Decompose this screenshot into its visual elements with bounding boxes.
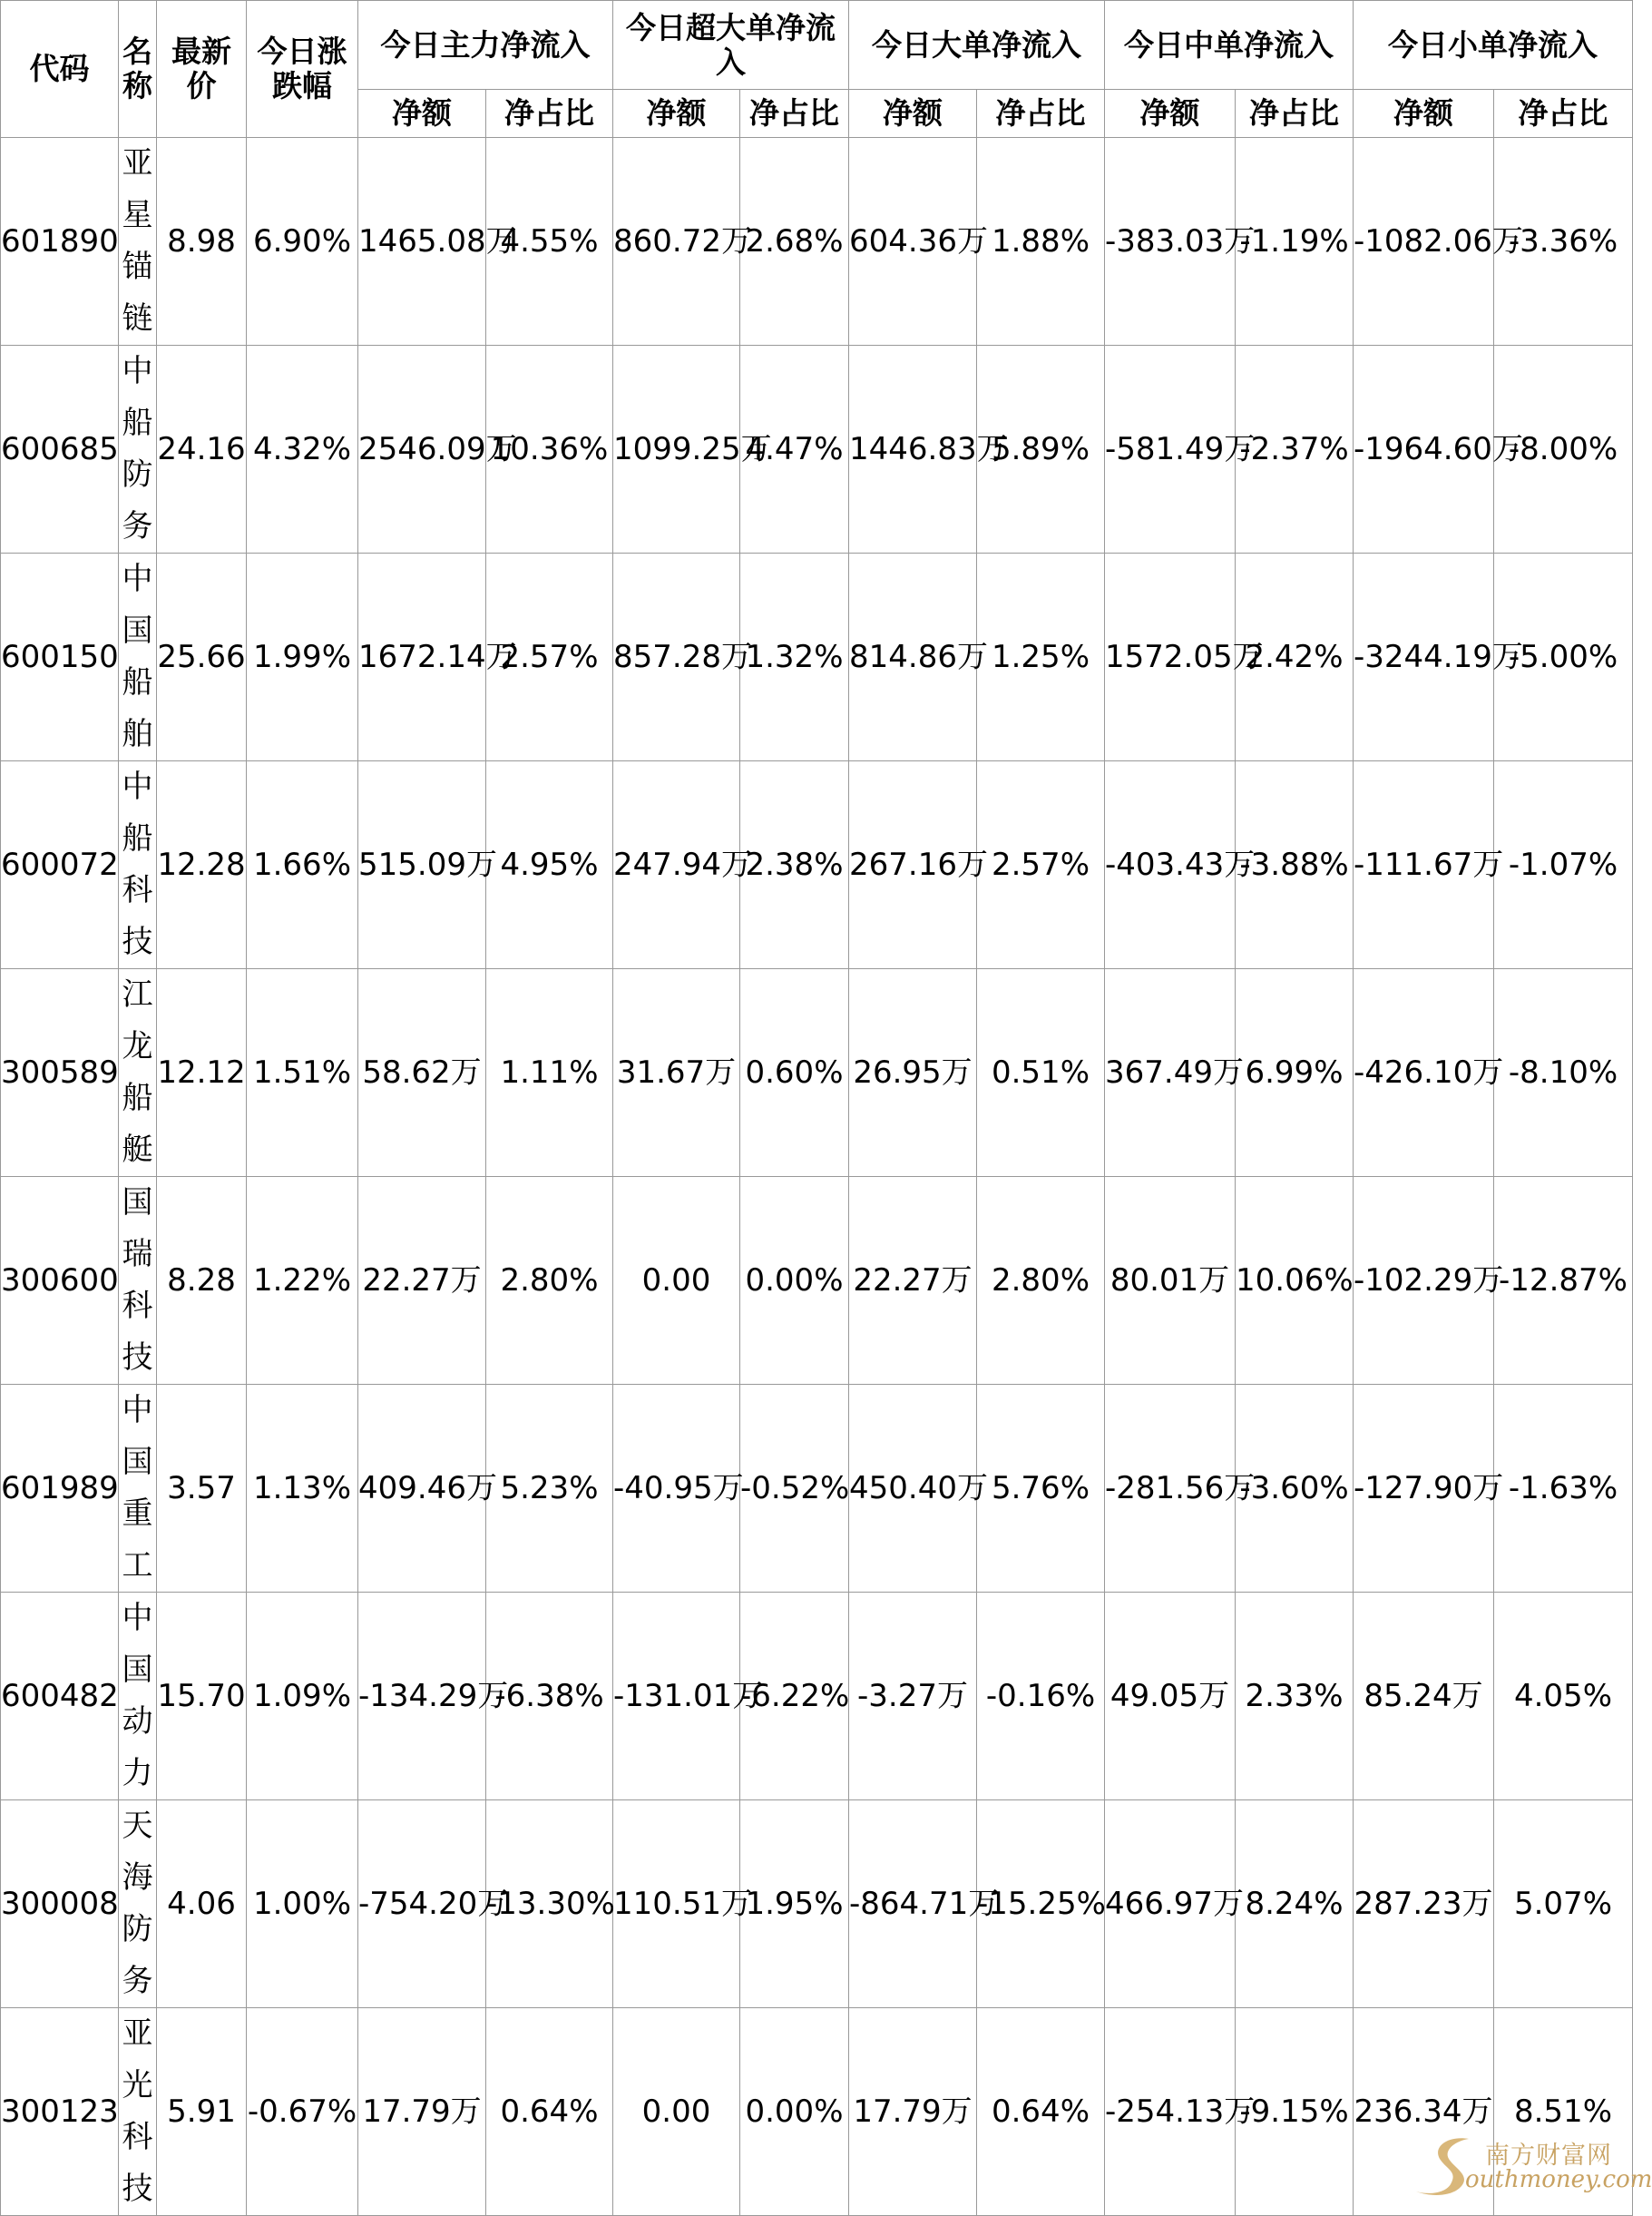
cell-large-ratio: 1.25% xyxy=(977,554,1105,761)
table-row xyxy=(1,1593,1633,1800)
cell-price: 5.91 xyxy=(157,2008,247,2216)
cell-code: 600150 xyxy=(1,554,119,761)
cell-medium-amount: 1572.05万 xyxy=(1105,554,1236,761)
cell-large-amount: -864.71万 xyxy=(849,1800,977,2008)
cell-small-amount: 287.23万 xyxy=(1354,1800,1494,2008)
subheader-net-ratio: 净占比 xyxy=(1236,90,1354,138)
cell-main-amount: 409.46万 xyxy=(358,1385,486,1593)
cell-main-amount: 58.62万 xyxy=(358,969,486,1177)
cell-medium-amount: -383.03万 xyxy=(1105,138,1236,346)
cell-change: 1.09% xyxy=(247,1593,358,1800)
cell-main-ratio: -13.30% xyxy=(486,1800,613,2008)
cell-name: 江龙船艇 xyxy=(119,969,157,1177)
cell-price: 12.28 xyxy=(157,761,247,969)
cell-large-amount: 450.40万 xyxy=(849,1385,977,1593)
cell-price: 15.70 xyxy=(157,1593,247,1800)
cell-change: -0.67% xyxy=(247,2008,358,2216)
cell-super-amount: 0.00 xyxy=(613,1177,740,1385)
cell-small-ratio: -5.00% xyxy=(1494,554,1633,761)
table-row xyxy=(1,346,1633,554)
cell-large-ratio: 2.80% xyxy=(977,1177,1105,1385)
cell-small-ratio: 5.07% xyxy=(1494,1800,1633,2008)
subheader-net-amount: 净额 xyxy=(849,90,977,138)
watermark xyxy=(1413,2133,1652,2199)
cell-large-amount: 22.27万 xyxy=(849,1177,977,1385)
header-code: 代码 xyxy=(1,1,119,138)
cell-large-amount: 17.79万 xyxy=(849,2008,977,2216)
cell-small-amount: -3244.19万 xyxy=(1354,554,1494,761)
cell-main-ratio: 2.80% xyxy=(486,1177,613,1385)
cell-price: 3.57 xyxy=(157,1385,247,1593)
cell-code: 600685 xyxy=(1,346,119,554)
subheader-net-ratio: 净占比 xyxy=(486,90,613,138)
cell-main-amount: 17.79万 xyxy=(358,2008,486,2216)
cell-super-ratio: -0.52% xyxy=(740,1385,849,1593)
cell-medium-amount: -281.56万 xyxy=(1105,1385,1236,1593)
cell-price: 4.06 xyxy=(157,1800,247,2008)
cell-medium-ratio: 2.33% xyxy=(1236,1593,1354,1800)
cell-small-amount: -102.29万 xyxy=(1354,1177,1494,1385)
header-change: 今日涨跌幅 xyxy=(247,1,358,138)
cell-price: 8.98 xyxy=(157,138,247,346)
cell-super-amount: -131.01万 xyxy=(613,1593,740,1800)
cell-super-amount: 1099.25万 xyxy=(613,346,740,554)
cell-super-ratio: 0.00% xyxy=(740,1177,849,1385)
cell-name: 亚光科技 xyxy=(119,2008,157,2216)
cell-name: 中船科技 xyxy=(119,761,157,969)
cell-medium-amount: -254.13万 xyxy=(1105,2008,1236,2216)
cell-change: 1.13% xyxy=(247,1385,358,1593)
subheader-net-ratio: 净占比 xyxy=(977,90,1105,138)
cell-large-ratio: 0.64% xyxy=(977,2008,1105,2216)
header-medium-inflow: 今日中单净流入 xyxy=(1105,1,1354,90)
cell-medium-ratio: 8.24% xyxy=(1236,1800,1354,2008)
cell-small-ratio: -1.63% xyxy=(1494,1385,1633,1593)
cell-super-ratio: 2.68% xyxy=(740,138,849,346)
cell-small-ratio: -3.36% xyxy=(1494,138,1633,346)
cell-super-ratio: 0.00% xyxy=(740,2008,849,2216)
cell-medium-ratio: 2.42% xyxy=(1236,554,1354,761)
cell-super-amount: 31.67万 xyxy=(613,969,740,1177)
cell-large-ratio: 5.89% xyxy=(977,346,1105,554)
subheader-net-amount: 净额 xyxy=(1105,90,1236,138)
cell-small-ratio: -1.07% xyxy=(1494,761,1633,969)
cell-small-amount: -426.10万 xyxy=(1354,969,1494,1177)
cell-medium-amount: 80.01万 xyxy=(1105,1177,1236,1385)
cell-change: 1.66% xyxy=(247,761,358,969)
watermark-cn: 南方财富网 xyxy=(1485,2142,1612,2170)
cell-large-amount: 604.36万 xyxy=(849,138,977,346)
cell-super-ratio: 2.38% xyxy=(740,761,849,969)
cell-large-amount: 26.95万 xyxy=(849,969,977,1177)
header-large-inflow: 今日大单净流入 xyxy=(849,1,1105,90)
cell-large-amount: 1446.83万 xyxy=(849,346,977,554)
cell-main-ratio: 0.64% xyxy=(486,2008,613,2216)
cell-medium-ratio: -3.88% xyxy=(1236,761,1354,969)
cell-small-ratio: -8.00% xyxy=(1494,346,1633,554)
header-super-inflow: 今日超大单净流入 xyxy=(613,1,849,90)
cell-main-amount: -134.29万 xyxy=(358,1593,486,1800)
cell-small-ratio: 4.05% xyxy=(1494,1593,1633,1800)
cell-super-amount: 860.72万 xyxy=(613,138,740,346)
header-small-inflow: 今日小单净流入 xyxy=(1354,1,1633,90)
cell-medium-amount: -581.49万 xyxy=(1105,346,1236,554)
cell-price: 24.16 xyxy=(157,346,247,554)
cell-main-ratio: -6.38% xyxy=(486,1593,613,1800)
cell-large-ratio: 1.88% xyxy=(977,138,1105,346)
cell-name: 中国船舶 xyxy=(119,554,157,761)
cell-name: 亚星锚链 xyxy=(119,138,157,346)
watermark-en: outhmoney.com xyxy=(1465,2166,1652,2193)
cell-super-ratio: 1.95% xyxy=(740,1800,849,2008)
cell-main-ratio: 10.36% xyxy=(486,346,613,554)
cell-name: 中船防务 xyxy=(119,346,157,554)
cell-main-ratio: 4.55% xyxy=(486,138,613,346)
cell-large-ratio: -15.25% xyxy=(977,1800,1105,2008)
table-row xyxy=(1,554,1633,761)
cell-large-ratio: 0.51% xyxy=(977,969,1105,1177)
cell-change: 1.99% xyxy=(247,554,358,761)
cell-main-amount: -754.20万 xyxy=(358,1800,486,2008)
cell-main-ratio: 4.95% xyxy=(486,761,613,969)
cell-name: 中国动力 xyxy=(119,1593,157,1800)
cell-code: 300008 xyxy=(1,1800,119,2008)
cell-medium-amount: 49.05万 xyxy=(1105,1593,1236,1800)
cell-super-amount: -40.95万 xyxy=(613,1385,740,1593)
cell-price: 25.66 xyxy=(157,554,247,761)
cell-small-amount: -127.90万 xyxy=(1354,1385,1494,1593)
cell-price: 8.28 xyxy=(157,1177,247,1385)
cell-large-ratio: -0.16% xyxy=(977,1593,1105,1800)
cell-main-amount: 1465.08万 xyxy=(358,138,486,346)
header-price: 最新价 xyxy=(157,1,247,138)
cell-small-ratio: 8.51% xyxy=(1494,2008,1633,2216)
cell-medium-ratio: -9.15% xyxy=(1236,2008,1354,2216)
table-row xyxy=(1,2008,1633,2216)
table-row xyxy=(1,969,1633,1177)
cell-price: 12.12 xyxy=(157,969,247,1177)
cell-super-amount: 247.94万 xyxy=(613,761,740,969)
cell-code: 601989 xyxy=(1,1385,119,1593)
cell-code: 300600 xyxy=(1,1177,119,1385)
cell-large-ratio: 5.76% xyxy=(977,1385,1105,1593)
cell-large-amount: 267.16万 xyxy=(849,761,977,969)
cell-medium-ratio: 6.99% xyxy=(1236,969,1354,1177)
cell-super-ratio: 0.60% xyxy=(740,969,849,1177)
cell-main-ratio: 1.11% xyxy=(486,969,613,1177)
cell-change: 6.90% xyxy=(247,138,358,346)
cell-code: 300589 xyxy=(1,969,119,1177)
cell-medium-amount: -403.43万 xyxy=(1105,761,1236,969)
cell-super-ratio: -6.22% xyxy=(740,1593,849,1800)
header-row-1 xyxy=(1,1,1633,90)
cell-code: 300123 xyxy=(1,2008,119,2216)
cell-super-ratio: 4.47% xyxy=(740,346,849,554)
table-row xyxy=(1,1800,1633,2008)
cell-medium-ratio: 10.06% xyxy=(1236,1177,1354,1385)
cell-name: 中国重工 xyxy=(119,1385,157,1593)
cell-main-amount: 1672.14万 xyxy=(358,554,486,761)
table-row xyxy=(1,138,1633,346)
table-row xyxy=(1,1177,1633,1385)
table-row xyxy=(1,1385,1633,1593)
cell-super-amount: 857.28万 xyxy=(613,554,740,761)
cell-change: 1.22% xyxy=(247,1177,358,1385)
cell-change: 1.51% xyxy=(247,969,358,1177)
cell-small-ratio: -8.10% xyxy=(1494,969,1633,1177)
header-main-inflow: 今日主力净流入 xyxy=(358,1,613,90)
cell-large-ratio: 2.57% xyxy=(977,761,1105,969)
cell-large-amount: 814.86万 xyxy=(849,554,977,761)
cell-name: 国瑞科技 xyxy=(119,1177,157,1385)
cell-main-amount: 515.09万 xyxy=(358,761,486,969)
cell-super-amount: 0.00 xyxy=(613,2008,740,2216)
subheader-net-ratio: 净占比 xyxy=(740,90,849,138)
cell-code: 601890 xyxy=(1,138,119,346)
cell-super-amount: 110.51万 xyxy=(613,1800,740,2008)
cell-super-ratio: 1.32% xyxy=(740,554,849,761)
cell-small-amount: 236.34万 xyxy=(1354,2008,1494,2216)
cell-small-amount: -1082.06万 xyxy=(1354,138,1494,346)
cell-name: 天海防务 xyxy=(119,1800,157,2008)
table-body xyxy=(1,138,1633,2216)
cell-medium-amount: 466.97万 xyxy=(1105,1800,1236,2008)
table-row xyxy=(1,761,1633,969)
cell-medium-ratio: -1.19% xyxy=(1236,138,1354,346)
subheader-net-amount: 净额 xyxy=(358,90,486,138)
cell-small-amount: -111.67万 xyxy=(1354,761,1494,969)
header-name: 名称 xyxy=(119,1,157,138)
cell-small-amount: 85.24万 xyxy=(1354,1593,1494,1800)
cell-code: 600072 xyxy=(1,761,119,969)
cell-code: 600482 xyxy=(1,1593,119,1800)
cell-large-amount: -3.27万 xyxy=(849,1593,977,1800)
cell-change: 4.32% xyxy=(247,346,358,554)
subheader-net-amount: 净额 xyxy=(613,90,740,138)
cell-main-amount: 22.27万 xyxy=(358,1177,486,1385)
cell-main-amount: 2546.09万 xyxy=(358,346,486,554)
cell-main-ratio: 2.57% xyxy=(486,554,613,761)
subheader-net-amount: 净额 xyxy=(1354,90,1494,138)
cell-change: 1.00% xyxy=(247,1800,358,2008)
cell-medium-ratio: -2.37% xyxy=(1236,346,1354,554)
cell-main-ratio: 5.23% xyxy=(486,1385,613,1593)
subheader-net-ratio: 净占比 xyxy=(1494,90,1633,138)
cell-small-amount: -1964.60万 xyxy=(1354,346,1494,554)
cell-small-ratio: -12.87% xyxy=(1494,1177,1633,1385)
cell-medium-ratio: -3.60% xyxy=(1236,1385,1354,1593)
cell-medium-amount: 367.49万 xyxy=(1105,969,1236,1177)
